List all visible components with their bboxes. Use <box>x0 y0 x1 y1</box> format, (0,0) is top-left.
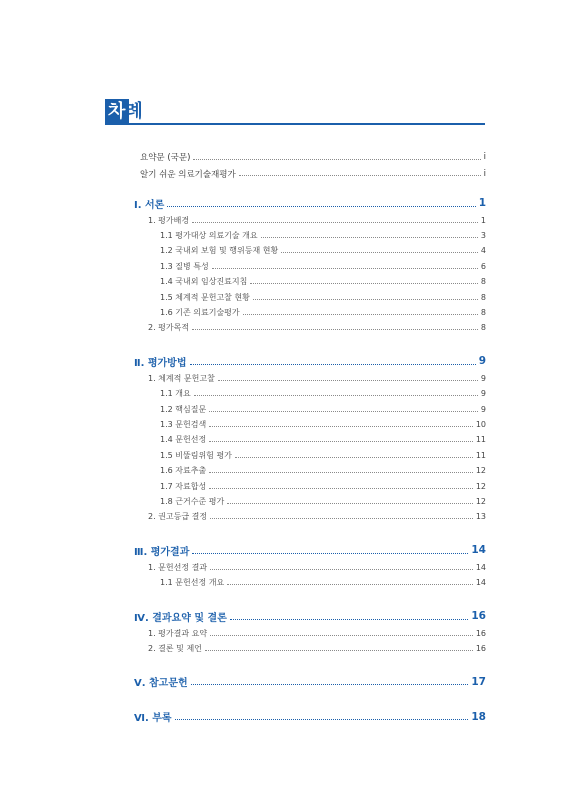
toc-subsection-entry[interactable] <box>160 448 486 462</box>
toc-entry-page-number: 8 <box>480 323 486 333</box>
toc-entry-page-number: 16 <box>471 610 486 622</box>
toc-entry-page-number: 14 <box>475 562 486 572</box>
toc-entry-label: Ⅴ. 참고문헌 <box>134 678 188 690</box>
dot-leader <box>281 252 478 253</box>
toc-subsection-entry[interactable] <box>160 417 486 431</box>
dot-leader <box>239 175 481 176</box>
toc-entry-page-number: 14 <box>475 578 486 588</box>
toc-subsection-entry[interactable] <box>160 290 486 304</box>
toc-entry-page-number: 12 <box>475 481 486 491</box>
toc-entry-page-number: 9 <box>478 355 486 368</box>
toc-entry-page-number: 11 <box>475 450 486 460</box>
toc-chapter-entry[interactable] <box>134 674 486 690</box>
dot-leader <box>209 441 473 442</box>
dot-leader <box>209 411 478 412</box>
toc-entry-label: 1. 평가결과 요약 <box>148 628 208 638</box>
dot-leader <box>210 518 473 519</box>
page-title-first: 차 <box>108 101 126 122</box>
toc-subsection-entry[interactable] <box>160 275 486 289</box>
toc-entry-page-number: 16 <box>475 643 486 653</box>
toc-entry-page-number: 12 <box>475 466 486 476</box>
page-title <box>108 99 143 124</box>
title-underline <box>105 123 485 125</box>
toc-entry-page-number: 9 <box>480 373 486 383</box>
dot-leader <box>167 206 475 207</box>
dot-leader <box>210 569 473 570</box>
toc-entry-label: 1.1 문헌선정 개요 <box>160 578 225 588</box>
toc-subsection-entry[interactable] <box>160 464 486 478</box>
toc-entry-page-number: 17 <box>471 675 486 688</box>
dot-leader <box>192 329 478 330</box>
toc-entry-page-number: 4 <box>480 246 486 256</box>
toc-entry-label: 알기 쉬운 의료기술재평가 <box>140 169 236 180</box>
dot-leader <box>250 283 478 284</box>
toc-subsection-entry[interactable] <box>160 259 486 273</box>
toc-entry-label: 1.6 자료추출 <box>160 466 207 476</box>
toc-chapter-entry[interactable] <box>134 353 486 369</box>
toc-entry-label: 2. 평가목적 <box>148 323 190 333</box>
toc-entry-label: Ⅵ. 부록 <box>134 713 172 725</box>
toc-entry-page-number: 18 <box>471 710 486 723</box>
dot-leader <box>175 719 469 720</box>
toc-entry-label: 2. 권고등급 결정 <box>148 512 208 522</box>
toc-section-entry[interactable] <box>148 641 486 655</box>
toc-subsection-entry[interactable] <box>160 228 486 242</box>
toc-entry-page-number: i <box>483 168 486 179</box>
dot-leader <box>212 268 478 269</box>
dot-leader <box>209 426 473 427</box>
dot-leader <box>191 684 469 685</box>
toc-subsection-entry[interactable] <box>160 402 486 416</box>
dot-leader <box>209 488 473 489</box>
toc-subsection-entry[interactable] <box>160 244 486 258</box>
toc-entry-page-number: 8 <box>480 277 486 287</box>
dot-leader <box>235 457 473 458</box>
toc-entry-page-number: 16 <box>475 628 486 638</box>
toc-entry-label: 1. 문헌선정 결과 <box>148 562 208 572</box>
toc-subsection-entry[interactable] <box>160 387 486 401</box>
toc-entry-label: 1.4 문헌선정 <box>160 435 207 445</box>
dot-leader <box>192 222 478 223</box>
dot-leader <box>230 619 469 620</box>
toc-entry-label: Ⅱ. 평가방법 <box>134 357 187 369</box>
toc-entry-label: 1.8 근거수준 평가 <box>160 496 225 506</box>
toc-entry-label: 1.5 비뚤림위험 평가 <box>160 450 232 460</box>
toc-chapter-entry[interactable] <box>134 608 486 624</box>
toc-section-entry[interactable] <box>148 510 486 524</box>
toc-entry-page-number: 8 <box>480 292 486 302</box>
toc-section-entry[interactable] <box>148 371 486 385</box>
toc-entry-page-number: 9 <box>480 389 486 399</box>
dot-leader <box>193 159 480 160</box>
toc-entry-label: 1.7 자료합성 <box>160 481 207 491</box>
toc-subsection-entry[interactable] <box>160 433 486 447</box>
toc-header <box>105 99 485 126</box>
toc-entry-page-number: 1 <box>480 215 486 225</box>
dot-leader <box>205 650 473 651</box>
dot-leader <box>210 635 473 636</box>
dot-leader <box>227 503 473 504</box>
toc-entry-label: 요약문 (국문) <box>140 153 191 163</box>
toc-entry-label: 1.3 문헌검색 <box>160 419 207 429</box>
dot-leader <box>261 237 478 238</box>
toc-entry-page-number: 6 <box>480 261 486 271</box>
toc-entry-label: 1. 체계적 문헌고찰 <box>148 373 215 383</box>
toc-entry-label: 1.5 체계적 문헌고찰 현황 <box>160 292 250 302</box>
toc-entry-label: 1.1 개요 <box>160 389 191 399</box>
toc-entry-page-number: 12 <box>475 496 486 506</box>
toc-subsection-entry[interactable] <box>160 479 486 493</box>
toc-entry-label: 1.1 평가대상 의료기술 개요 <box>160 230 258 240</box>
toc-entry-page-number: 9 <box>480 404 486 414</box>
toc-chapter-entry[interactable] <box>134 542 486 558</box>
toc-section-entry[interactable] <box>148 213 486 227</box>
toc-entry-label: 1.4 국내외 임상진료지침 <box>160 277 248 287</box>
toc-section-entry[interactable] <box>148 626 486 640</box>
toc-entry-page-number: 14 <box>471 544 486 557</box>
toc-entry-label: 1. 평가배경 <box>148 215 190 225</box>
toc-entry-label: 1.3 질병 특성 <box>160 261 209 271</box>
dot-leader <box>227 584 473 585</box>
toc-entry-label: 1.2 국내외 보험 및 행위등재 현황 <box>160 246 279 256</box>
toc-section-entry[interactable] <box>148 321 486 335</box>
toc-chapter-entry[interactable] <box>134 195 486 211</box>
toc-entry-label: Ⅰ. 서론 <box>134 199 165 211</box>
toc-entry-page-number: 3 <box>480 230 486 240</box>
dot-leader <box>192 553 468 554</box>
toc-section-entry[interactable] <box>148 560 486 574</box>
page-title-rest: 례 <box>125 101 143 122</box>
dot-leader <box>253 299 478 300</box>
toc-subsection-entry[interactable] <box>160 494 486 508</box>
toc-entry-page-number: 1 <box>478 197 486 209</box>
toc-entry-page-number: 8 <box>480 307 486 317</box>
dot-leader <box>190 364 476 365</box>
toc-entry-page-number: i <box>483 152 486 162</box>
toc-entry-page-number: 11 <box>475 435 486 445</box>
dot-leader <box>209 472 473 473</box>
toc-entry-label: 1.6 기존 의료기술평가 <box>160 307 240 317</box>
dot-leader <box>243 314 478 315</box>
toc-chapter-entry[interactable] <box>134 709 486 725</box>
toc-entry-label: 2. 결론 및 제언 <box>148 643 202 653</box>
toc-subsection-entry[interactable] <box>160 305 486 319</box>
toc-subsection-entry[interactable] <box>160 576 486 590</box>
toc-entry-label: 1.2 핵심질문 <box>160 404 207 414</box>
toc-entry-label: Ⅳ. 결과요약 및 결론 <box>134 612 227 624</box>
toc-entry-page-number: 13 <box>475 512 486 522</box>
toc-entry-label: Ⅲ. 평가결과 <box>134 546 190 558</box>
dot-leader <box>194 395 478 396</box>
toc-front-entry[interactable] <box>140 167 486 181</box>
toc-front-entry[interactable] <box>140 150 486 164</box>
toc-entry-page-number: 10 <box>475 419 486 429</box>
dot-leader <box>218 380 478 381</box>
